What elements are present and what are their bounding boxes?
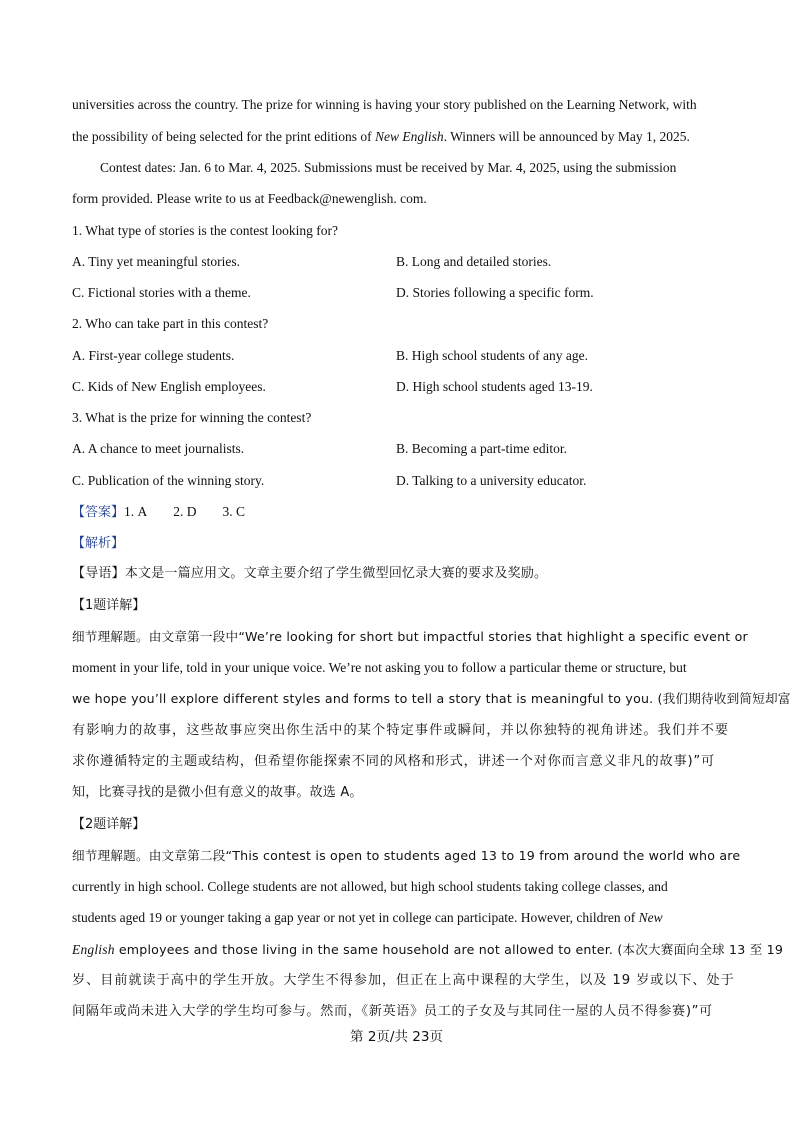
q2-detail-heading: 【2题详解】 xyxy=(72,817,146,832)
q1-detail-line: we hope you’ll explore different styles and forms to tell a story that is meaningful to you. (我们期待收到简短却富 xyxy=(72,691,791,706)
question-3-option-b: B. Becoming a part-time editor. xyxy=(396,441,567,456)
q2-detail-line: currently in high school. College students are not allowed, but high school students taking college classes, and xyxy=(72,879,668,894)
q2-detail-line-text: students aged 19 or younger taking a gap year or not yet in college can participate. However, children of xyxy=(72,910,639,925)
q1-detail-line: 有影响力的故事，这些故事应突出你生活中的某个特定事件或瞬间，并以你独特的视角讲述。我们并不要 xyxy=(72,723,730,738)
q1-detail-heading: 【1题详解】 xyxy=(72,598,146,613)
q2-detail-line: 间隔年或尚未进入大学的学生均可参与。然而，《新英语》员工的子女及与其同住一屋的人员不得参赛)”可 xyxy=(72,1004,713,1019)
guide-line xyxy=(72,564,732,584)
guide-label: 【导语】 xyxy=(72,566,125,581)
q2-detail-italic: English xyxy=(72,942,115,957)
answer-3: 3. C xyxy=(222,504,246,519)
q2-detail-line xyxy=(72,908,732,928)
question-1-option-a: A. Tiny yet meaningful stories. xyxy=(72,254,240,269)
question-1-stem: 1. What type of stories is the contest looking for? xyxy=(72,223,338,238)
analysis-label xyxy=(72,533,732,554)
passage-line-2-italic: New English xyxy=(374,129,444,144)
q2-detail-line-text: employees and those living in the same household are not allowed to enter. (本次大赛面向全球 13 至 19 xyxy=(114,942,784,957)
q1-detail-line: 知，比赛寻找的是微小但有意义的故事。故选 A。 xyxy=(72,785,363,800)
question-3-stem: 3. What is the prize for winning the contest? xyxy=(72,410,312,425)
page-number-footer: 第 2页/共 23页 xyxy=(350,1029,443,1045)
passage-line-2 xyxy=(72,127,732,147)
question-1-option-c: C. Fictional stories with a theme. xyxy=(72,285,251,300)
passage-line-1: universities across the country. The prize for winning is having your story published on the Learning Network, with xyxy=(72,97,697,112)
passage-line-4: form provided. Please write to us at Feedback@newenglish. com. xyxy=(72,191,427,206)
question-2-stem: 2. Who can take part in this contest? xyxy=(72,316,269,331)
q1-detail-line: moment in your life, told in your unique voice. We’re not asking you to follow a particular theme or structure, but xyxy=(72,660,687,675)
question-3-option-a: A. A chance to meet journalists. xyxy=(72,441,245,456)
q2-detail-italic: New xyxy=(638,910,663,925)
question-1-option-b: B. Long and detailed stories. xyxy=(396,254,552,269)
question-3-option-c: C. Publication of the winning story. xyxy=(72,473,265,488)
question-2-option-a: A. First-year college students. xyxy=(72,348,235,363)
question-3-option-d: D. Talking to a university educator. xyxy=(396,473,587,488)
passage-line-3: Contest dates: Jan. 6 to Mar. 4, 2025. Submissions must be received by Mar. 4, 2025, using the submission xyxy=(100,160,677,175)
answer-label: 【答案】 xyxy=(72,505,125,520)
answer-1: 1. A xyxy=(124,504,148,519)
question-1-option-d: D. Stories following a specific form. xyxy=(396,285,594,300)
question-2-option-c: C. Kids of New English employees. xyxy=(72,379,266,394)
q2-detail-line xyxy=(72,940,784,960)
answer-line xyxy=(72,502,732,523)
guide-text: 本文是一篇应用文。文章主要介绍了学生微型回忆录大赛的要求及奖励。 xyxy=(124,566,548,581)
q1-detail-line: 求你遵循特定的主题或结构，但希望你能探索不同的风格和形式，讲述一个对你而言意义非凡的故事)”可 xyxy=(72,754,716,769)
question-2-option-d: D. High school students aged 13-19. xyxy=(396,379,593,394)
analysis-heading: 【解析】 xyxy=(72,536,125,551)
passage-line-2-pre: the possibility of being selected for the print editions of xyxy=(72,129,375,144)
q2-detail-line: 细节理解题。由文章第二段“This contest is open to students aged 13 to 19 from around the world who are xyxy=(72,848,741,863)
q2-detail-line: 岁、目前就读于高中的学生开放。大学生不得参加，但正在上高中课程的大学生，以及 19 岁或以下、处于 xyxy=(72,973,735,988)
question-2-option-b: B. High school students of any age. xyxy=(396,348,588,363)
answer-2: 2. D xyxy=(173,504,197,519)
passage-line-2-post: . Winners will be announced by May 1, 2025. xyxy=(443,129,690,144)
q1-detail-line: 细节理解题。由文章第一段中“We’re looking for short but impactful stories that highlight a specific event or xyxy=(72,629,748,644)
